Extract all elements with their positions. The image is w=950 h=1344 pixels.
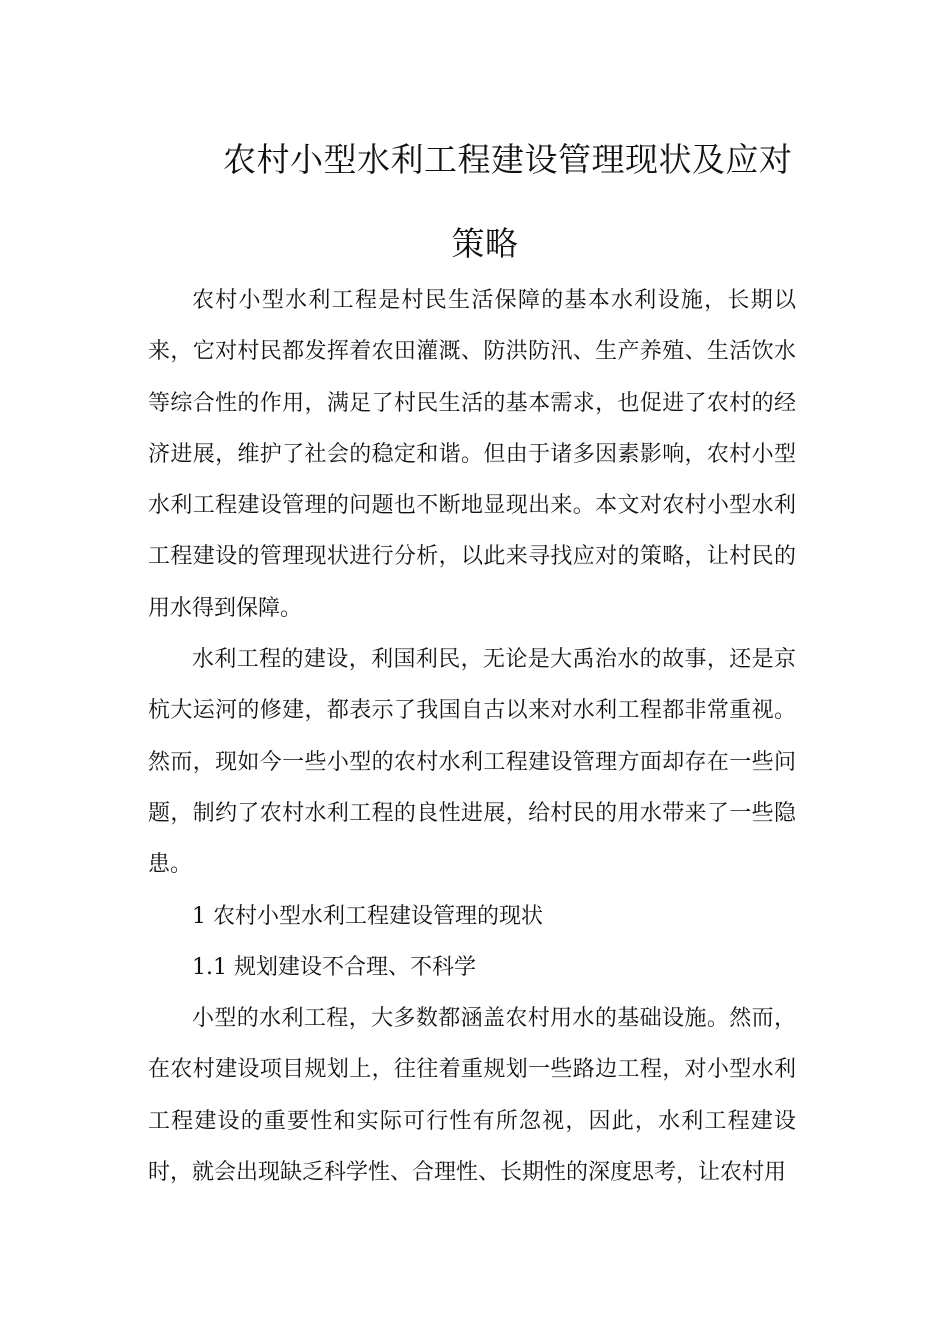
paragraph-background: 水利工程的建设，利国利民，无论是大禹治水的故事，还是京杭大运河的修建，都表示了我国自古以来对水利工程都非常重视。然而，现如今一些小型的农村水利工程建设管理方面却存在一些问题，制约了农村水利工程的良性进展，给村民的用水带来了一些隐患。 bbox=[148, 647, 796, 878]
paragraph-section-1-1: 小型的水利工程，大多数都涵盖农村用水的基础设施。然而，在农村建设项目规划上，往往着重规划一些路边工程，对小型水利工程建设的重要性和实际可行性有所忽视，因此，水利工程建设时，就会出现缺乏科学性、合理性、长期性的深度思考，让农村用 bbox=[148, 1006, 796, 1186]
title-line-1: 农村小型水利工程建设管理现状及应对 bbox=[223, 140, 793, 179]
paragraph-intro: 农村小型水利工程是村民生活保障的基本水利设施，长期以来，它对村民都发挥着农田灌溉、防洪防汛、生产养殖、生活饮水等综合性的作用，满足了村民生活的基本需求，也促进了农村的经济进展，维护了社会的稳定和谐。但由于诸多因素影响，农村小型水利工程建设管理的问题也不断地显现出来。本文对农村小型水利工程建设的管理现状进行分析，以此来寻找应对的策略，让村民的用水得到保障。 bbox=[148, 288, 796, 621]
document-title bbox=[145, 118, 805, 286]
title-line-2: 策略 bbox=[451, 224, 519, 263]
section-heading-1: 1 农村小型水利工程建设管理的现状 bbox=[192, 903, 543, 929]
document-body bbox=[148, 275, 796, 1198]
subsection-heading-1-1: 1.1 规划建设不合理、不科学 bbox=[192, 954, 476, 980]
